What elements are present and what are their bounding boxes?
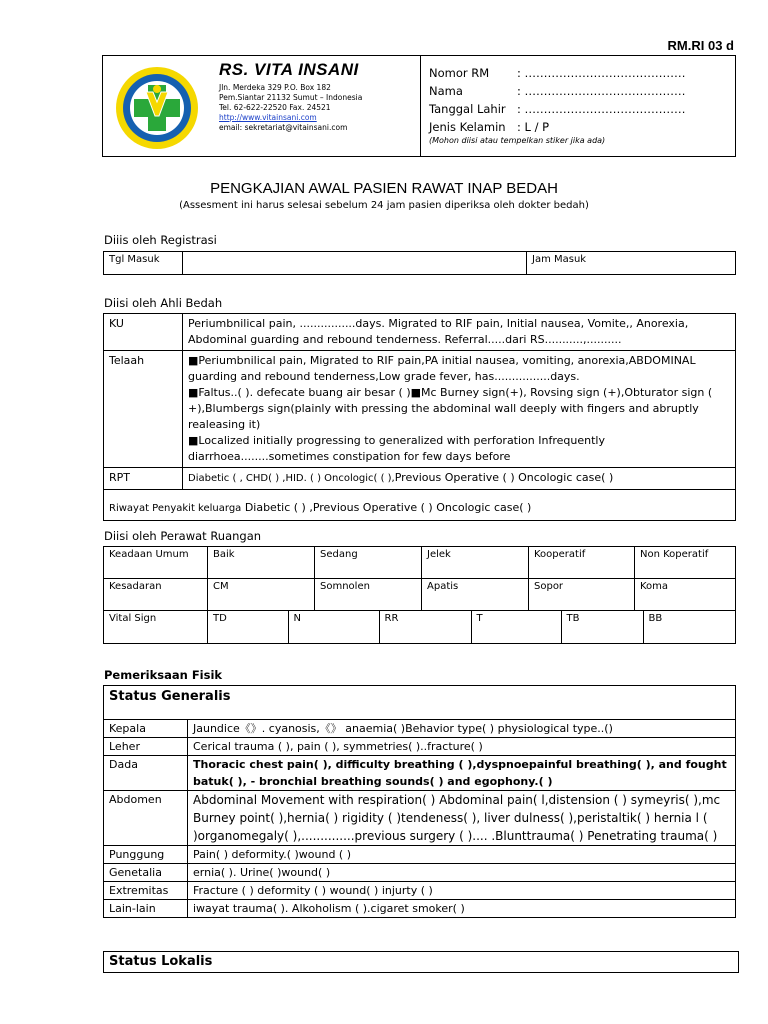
hospital-name: RS. VITA INSANI xyxy=(219,60,359,79)
hospital-block xyxy=(103,56,421,156)
telaah-cell[interactable] xyxy=(183,351,736,468)
option-apatis[interactable]: Apatis xyxy=(422,579,529,611)
tgl-masuk-field[interactable] xyxy=(183,252,527,275)
field-nama[interactable]: Nama : …………………………………… xyxy=(429,84,686,98)
option-koma[interactable]: Koma xyxy=(635,579,736,611)
option-cm[interactable]: CM xyxy=(208,579,315,611)
hospital-address: Jln. Merdeka 329 P.O. Box 182 xyxy=(219,83,331,92)
vital-sign-grid xyxy=(208,611,735,643)
vital-bb[interactable]: BB xyxy=(643,611,735,643)
fisik-row-abdomen xyxy=(104,791,736,846)
ku-label: KU xyxy=(104,314,183,351)
fisik-label: Extremitas xyxy=(104,882,188,900)
fisik-row-kepala xyxy=(104,720,736,738)
vital-rr[interactable]: RR xyxy=(379,611,471,643)
fisik-row-genetalia xyxy=(104,864,736,882)
kesadaran-row xyxy=(104,579,736,611)
keadaan-umum-label: Keadaan Umum xyxy=(104,547,208,579)
hospital-email: email: sekretariat@vitainsani.com xyxy=(219,123,348,132)
fisik-label: Lain-lain xyxy=(104,900,188,918)
perawat-table xyxy=(103,546,736,644)
fisik-text[interactable]: Pain( ) deformity.( )wound ( ) xyxy=(188,846,736,864)
form-subtitle: (Assesment ini harus selesai sebelum 24 jam pasien diperiksa oleh dokter bedah) xyxy=(179,200,589,211)
fisik-label: Leher xyxy=(104,738,188,756)
hospital-phone: Tel. 62-622-22520 Fax. 24521 xyxy=(219,103,331,112)
fisik-text[interactable]: Cerical trauma ( ), pain ( ), symmetries( )..fracture( ) xyxy=(188,738,736,756)
header-box xyxy=(102,55,736,157)
section-ahli-bedah: Diisi oleh Ahli Bedah xyxy=(104,296,223,310)
fisik-label: Kepala xyxy=(104,720,188,738)
fisik-label: Dada xyxy=(104,756,188,791)
fisik-row-dada xyxy=(104,756,736,791)
riwayat-text: Diabetic ( ) ,Previous Operative ( ) Oncologic case( ) xyxy=(244,501,532,514)
section-pemeriksaan-fisik: Pemeriksaan Fisik xyxy=(104,668,223,682)
rpt-text-small: Diabetic ( , CHD( ) ,HID. ( ) Oncologic( ( ), xyxy=(188,473,395,484)
fisik-text[interactable]: Abdominal Movement with respiration( ) Abdominal pain( l,distension ( ) symeyris( ),mc Burney point( ),hernia( ) rigidity ( )tendeness( ), liver dulness( ),peristaltik( ) hernia l ( )organomegaly( ),..............previous surgery ( ).... .Blunttrauma( ) Penetrating trauma( ) xyxy=(188,791,736,846)
jam-masuk-label[interactable]: Jam Masuk xyxy=(527,252,736,275)
option-jelek[interactable]: Jelek xyxy=(422,547,529,579)
fisik-row-lain-lain xyxy=(104,900,736,918)
status-lokalis-heading: Status Lokalis xyxy=(103,951,739,973)
fisik-text[interactable]: Thoracic chest pain( ), difficulty breathing ( ),dyspnoepainful breathing( ), and fought batuk( ), - bronchial breathing sounds( ) and egophony.( ) xyxy=(188,756,736,791)
fisik-text[interactable]: Fracture ( ) deformity ( ) wound( ) injurty ( ) xyxy=(188,882,736,900)
fisik-label: Genetalia xyxy=(104,864,188,882)
hospital-info xyxy=(219,60,362,133)
ahli-bedah-table xyxy=(103,313,736,521)
fisik-text[interactable]: iwayat trauma( ). Alkoholism ( ).cigaret smoker( ) xyxy=(188,900,736,918)
vital-tb[interactable]: TB xyxy=(561,611,643,643)
tgl-masuk-label: Tgl Masuk xyxy=(104,252,183,275)
option-sedang[interactable]: Sedang xyxy=(315,547,422,579)
telaah-item-3: ■Localized initially progressing to generalized with perforation Infrequently diarrhoea........sometimes constipation for few days before xyxy=(188,434,605,463)
vital-sign-label: Vital Sign xyxy=(104,611,208,644)
patient-identity xyxy=(421,56,735,156)
status-generalis-heading: Status Generalis xyxy=(104,686,736,720)
pemeriksaan-fisik-table xyxy=(103,685,736,918)
option-sopor[interactable]: Sopor xyxy=(529,579,635,611)
hospital-city: Pem.Siantar 21132 Sumut – Indonesia xyxy=(219,93,363,102)
fisik-text[interactable]: Jaundice《》. cyanosis,《》 anaemia( )Behavior type( ) physiological type..() xyxy=(188,720,736,738)
option-baik[interactable]: Baik xyxy=(208,547,315,579)
patient-note: (Mohon diisi atau tempelkan stiker jika ada) xyxy=(429,136,606,145)
vital-sign-row xyxy=(104,611,736,644)
fisik-row-punggung xyxy=(104,846,736,864)
vital-n[interactable]: N xyxy=(288,611,379,643)
hospital-website-link[interactable]: http://www.vitainsani.com xyxy=(219,113,317,122)
option-somnolen[interactable]: Somnolen xyxy=(315,579,422,611)
rpt-label: RPT xyxy=(104,468,183,490)
section-perawat: Diisi oleh Perawat Ruangan xyxy=(104,529,262,543)
form-title: PENGKAJIAN AWAL PASIEN RAWAT INAP BEDAH xyxy=(210,180,558,197)
option-non-koperatif[interactable]: Non Koperatif xyxy=(635,547,736,579)
vital-t[interactable]: T xyxy=(471,611,561,643)
keadaan-umum-row xyxy=(104,547,736,579)
rpt-cell[interactable] xyxy=(183,468,736,490)
form-code: RM.RI 03 d xyxy=(667,38,734,53)
option-kooperatif[interactable]: Kooperatif xyxy=(529,547,635,579)
fisik-row-leher xyxy=(104,738,736,756)
registrasi-table xyxy=(103,251,736,275)
hospital-logo-icon xyxy=(115,66,199,150)
field-jenis-kelamin[interactable]: Jenis Kelamin : L / P xyxy=(429,120,550,134)
telaah-label: Telaah xyxy=(104,351,183,468)
fisik-row-extremitas xyxy=(104,882,736,900)
kesadaran-label: Kesadaran xyxy=(104,579,208,611)
fisik-text[interactable]: ernia( ). Urine( )wound( ) xyxy=(188,864,736,882)
ku-text[interactable]: Periumbnilical pain, ................days. Migrated to RIF pain, Initial nausea, Vomite,, Anorexia, Abdominal guarding and rebound tenderness. Referral.....dari RS...........,.......... xyxy=(183,314,736,351)
telaah-item-1: ■Periumbnilical pain, Migrated to RIF pain,PA initial nausea, vomiting, anorexia,ABDOMINAL guarding and rebound tenderness,Low grade fever, has................days. xyxy=(188,354,696,383)
telaah-item-2: ■Faltus..( ). defecate buang air besar ( )■Mc Burney sign(+), Rovsing sign (+),Obturator sign ( +),Blumbergs sign(plainly with pressing the abdominal wall deeply with fingers and abruptly realeasing it) xyxy=(188,386,713,431)
rpt-text: Previous Operative ( ) Oncologic case( ) xyxy=(394,471,614,484)
fisik-label: Abdomen xyxy=(104,791,188,846)
field-tanggal-lahir[interactable]: Tanggal Lahir : …………………………………… xyxy=(429,102,686,116)
riwayat-label: Riwayat Penyakit keluarga xyxy=(109,503,242,514)
field-nomor-rm[interactable]: Nomor RM : …………………………………… xyxy=(429,66,686,80)
riwayat-cell[interactable] xyxy=(104,490,736,521)
fisik-label: Punggung xyxy=(104,846,188,864)
section-registrasi: Diiis oleh Registrasi xyxy=(104,233,217,247)
vital-td[interactable]: TD xyxy=(208,611,288,643)
